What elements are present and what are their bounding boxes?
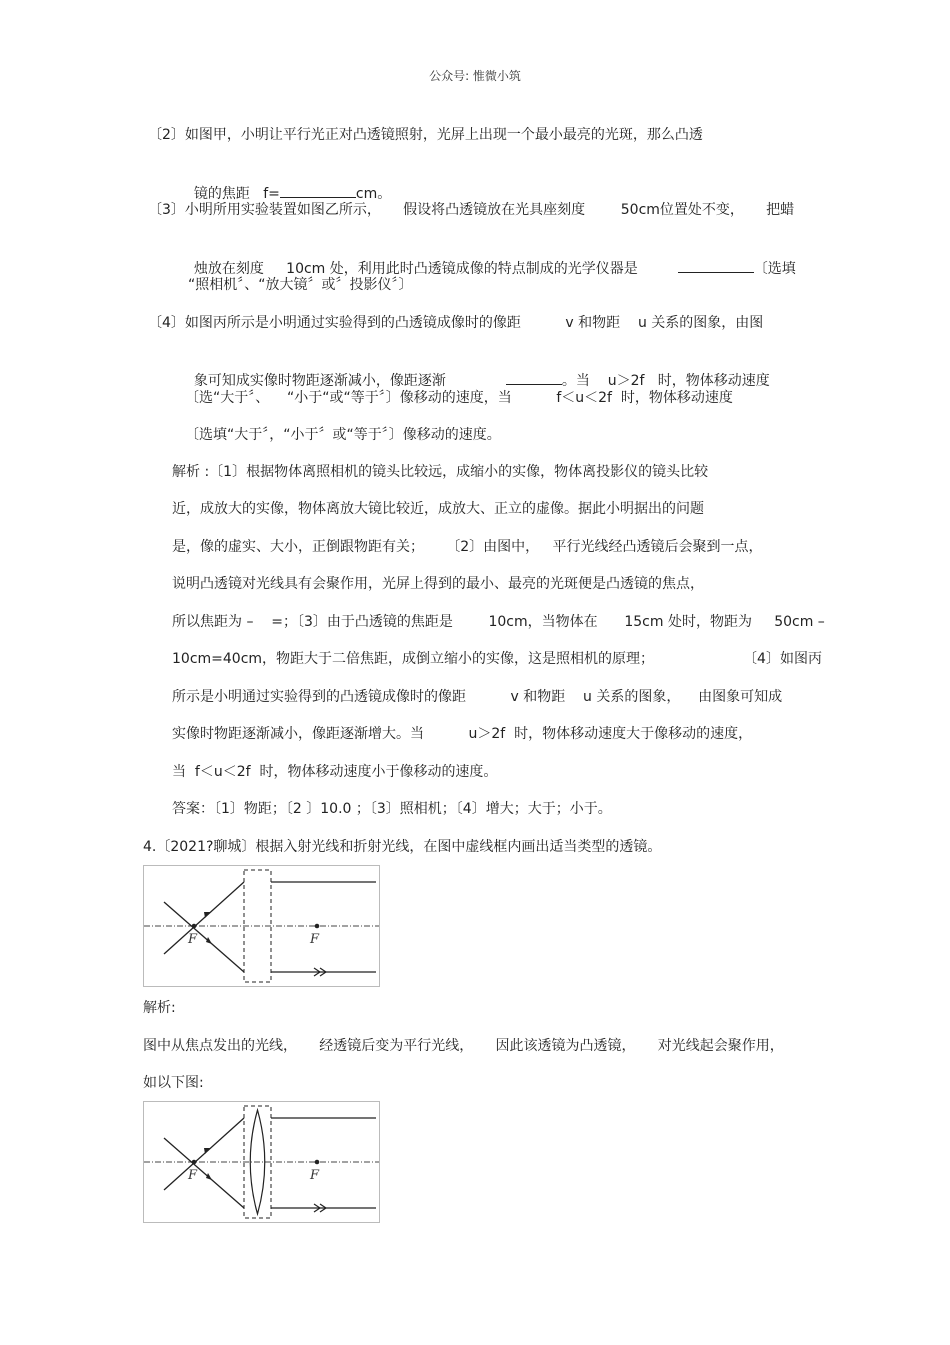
q4-line-2-text: 象可知成实像时物距逐渐减小，像距逐渐 [193,373,446,389]
focus-left-dot [192,924,197,929]
image-distance-blank[interactable] [506,370,562,385]
answer-line: 答案：〔1〕物距；〔2 〕10.0 ；〔3〕照相机；〔4〕增大；大于；小于。 [172,801,612,817]
analysis-line-5: 所以焦距为 – =；〔3〕由于凸透镜的焦距是 10cm，当物体在 15cm 处时，物距为 50cm – [172,614,825,630]
figure-dashed-box [143,865,380,987]
analysis2-label: 解析: [143,1000,176,1016]
analysis-line-6: 10cm=40cm，物距大于二倍焦距，成倒立缩小的实像，这是照相机的原理； 〔4〕如图丙 [172,651,822,667]
q3-line-1: 〔3〕小明所用实验装置如图乙所示， 假设将凸透镜放在光具座刻度 50cm位置处不变， 把蜡 [148,202,795,218]
analysis-line-2: 近，成放大的实像，物体离放大镜比较近，成放大、正立的虚像。据此小明据出的问题 [172,501,704,517]
analysis-line-1: 解析 :〔1〕根据物体离照相机的镜头比较远，成缩小的实像，物体离投影仪的镜头比较 [172,464,709,480]
ray-down [164,1138,244,1208]
focal-length-blank[interactable] [280,183,356,198]
q2-line-2-text: 镜的焦距 f= [193,186,280,202]
analysis-line-4: 说明凸透镜对光线具有会聚作用，光屏上得到的最小、最亮的光斑便是凸透镜的焦点， [172,576,704,592]
focus-right-dot [315,1160,320,1165]
q4-line-3: 〔选“大于〞、 “小于“或“等于〞〕像移动的速度，当 f＜u＜2f 时，物体移动速度 [185,390,733,406]
arrow-down-icon [206,1173,212,1180]
focus-left-dot [192,1160,197,1165]
q3-line-3: “照相机〞、“放大镜〞或〞投影仪〞〕 [188,277,413,293]
q4-line-4: 〔选填“大于〞，“小于〞或“等于〞〕像移动的速度。 [185,427,501,443]
q3-line-2 [185,238,796,279]
ray-down [164,902,244,972]
analysis2-text: 图中从焦点发出的光线， 经透镜后变为平行光线， 因此该透镜为凸透镜， 对光线起会聚作用， [143,1038,784,1054]
analysis-line-8: 实像时物距逐渐减小，像距逐渐增大。当 u＞2f 时，物体移动速度大于像移动的速度， [172,726,753,742]
q2-line-2 [185,163,391,204]
focus-right-label: F [310,1168,320,1183]
figure-2-diagram [144,1102,379,1222]
arrow-up-icon [204,1148,210,1154]
q4-line-2-tail: 。当 u＞2f 时，物体移动速度 [561,373,770,389]
q4-line-1: 〔4〕如图丙所示是小明通过实验得到的凸透镜成像时的像距 v 和物距 u 关系的图象，由图 [148,315,764,331]
arrow-up-icon [204,912,210,918]
analysis2-tail: 如以下图: [143,1075,204,1091]
q3-line-2-text: 烛放在刻度 10cm 处，利用此时凸透镜成像的特点制成的光学仪器是 [193,261,638,277]
q2-line-1: 〔2〕如图甲，小明让平行光正对凸透镜照射，光屏上出现一个最小最亮的光斑，那么凸透 [148,127,703,143]
focus-left-label: F [188,1168,198,1183]
focus-left-label: F [188,932,198,947]
ray-up [164,1118,244,1190]
arrow-down-icon [206,937,212,944]
analysis-line-7: 所示是小明通过实验得到的凸透镜成像时的像距 v 和物距 u 关系的图象， 由图象可知成 [172,689,783,705]
page-header: 公众号: 惟微小筑 [429,69,521,83]
analysis-line-9: 当 f＜u＜2f 时，物体移动速度小于像移动的速度。 [172,764,498,780]
optical-instrument-blank[interactable] [678,258,754,273]
focus-right-dot [315,924,320,929]
ray-up [164,882,244,954]
figure-convex-lens [143,1101,380,1223]
question-4: 4.〔2021?聊城〕根据入射光线和折射光线，在图中虚线框内画出适当类型的透镜。 [143,839,662,855]
q2-unit: cm。 [355,186,392,202]
focus-right-label: F [310,932,320,947]
q4-line-2 [185,350,770,391]
q3-select-hint: 〔选填 [753,261,796,277]
figure-1-diagram [144,866,379,986]
analysis-line-3: 是，像的虚实、大小，正倒跟物距有关； 〔2〕由图中， 平行光线经凸透镜后会聚到一点， [172,539,763,555]
